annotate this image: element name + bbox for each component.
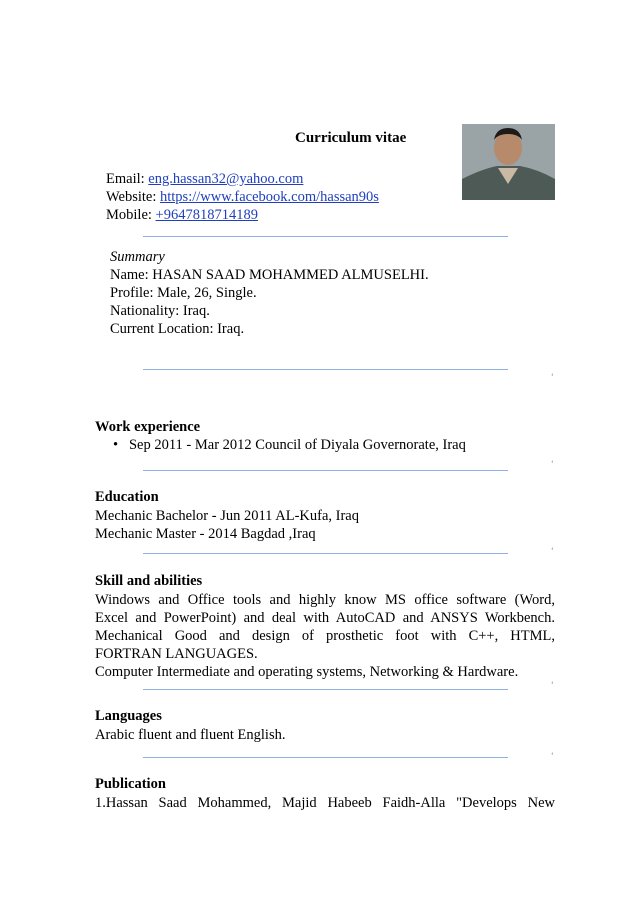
summary-heading: Summary bbox=[110, 249, 165, 265]
website-link[interactable]: https://www.facebook.com/hassan90s bbox=[160, 189, 379, 205]
margin-mark: ʻ bbox=[551, 680, 554, 689]
mobile-link[interactable]: +9647818714189 bbox=[155, 207, 258, 223]
work-heading: Work experience bbox=[95, 419, 201, 435]
website-line bbox=[106, 188, 379, 207]
divider bbox=[143, 553, 508, 554]
summary-profile: Profile: Male, 26, Single. bbox=[110, 285, 257, 301]
margin-mark: ʻ bbox=[551, 372, 554, 381]
skills-line: Excel and PowerPoint) and deal with AutoCAD and ANSYS Workbench. bbox=[95, 610, 555, 626]
education-heading: Education bbox=[95, 489, 159, 505]
page-title: Curriculum vitae bbox=[295, 130, 407, 146]
education-line: Mechanic Bachelor - Jun 2011 AL-Kufa, Iraq bbox=[95, 508, 359, 524]
publication-heading: Publication bbox=[95, 776, 166, 792]
summary-name: Name: HASAN SAAD MOHAMMED ALMUSELHI. bbox=[110, 267, 429, 283]
divider bbox=[143, 236, 508, 237]
skills-line: Windows and Office tools and highly know MS office software (Word, bbox=[95, 592, 555, 608]
publication-text: 1.Hassan Saad Mohammed, Majid Habeeb Faidh-Alla "Develops New bbox=[95, 795, 555, 811]
divider bbox=[143, 369, 508, 370]
skills-line: Mechanical Good and design of prosthetic foot with C++, HTML, bbox=[95, 628, 555, 644]
summary-location: Current Location: Iraq. bbox=[110, 321, 245, 337]
skills-line: Computer Intermediate and operating systems, Networking & Hardware. bbox=[95, 664, 519, 680]
divider bbox=[143, 757, 508, 758]
email-line bbox=[106, 170, 303, 189]
mobile-line bbox=[106, 206, 258, 225]
margin-mark: ʻ bbox=[551, 546, 554, 555]
email-label: Email: bbox=[106, 171, 145, 187]
website-label: Website: bbox=[106, 189, 157, 205]
education-line: Mechanic Master - 2014 Bagdad ,Iraq bbox=[95, 526, 316, 542]
margin-mark: ʻ bbox=[551, 459, 554, 468]
languages-heading: Languages bbox=[95, 708, 162, 724]
work-item-text: Sep 2011 - Mar 2012 Council of Diyala Governorate, Iraq bbox=[128, 437, 466, 453]
skills-heading: Skill and abilities bbox=[95, 573, 203, 589]
languages-text: Arabic fluent and fluent English. bbox=[95, 727, 286, 743]
work-item bbox=[113, 437, 466, 454]
email-link[interactable]: eng.hassan32@yahoo.com bbox=[148, 171, 304, 187]
divider bbox=[143, 689, 508, 690]
divider bbox=[143, 470, 508, 471]
mobile-label: Mobile: bbox=[106, 207, 152, 223]
summary-nationality: Nationality: Iraq. bbox=[110, 303, 210, 319]
bullet-icon: • bbox=[113, 437, 119, 453]
margin-mark: ʻ bbox=[551, 751, 554, 760]
profile-photo bbox=[462, 124, 555, 200]
skills-line: FORTRAN LANGUAGES. bbox=[95, 646, 258, 662]
